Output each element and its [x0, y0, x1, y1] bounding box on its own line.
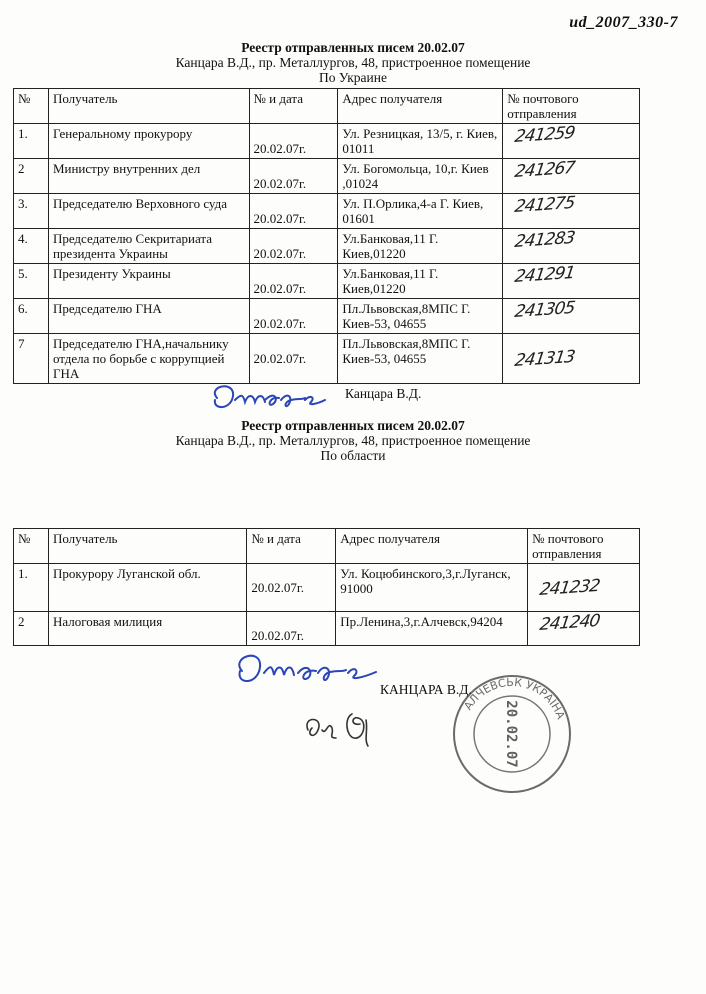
section1-sender: Канцара В.Д., пр. Металлургов, 48, пристроенное помещение — [175, 55, 531, 70]
section2-title: Реестр отправленных писем 20.02.07 — [241, 418, 465, 433]
row-address: Пл.Львовская,8МПС Г. Киев-53, 04655 — [338, 334, 503, 384]
table-row — [14, 124, 640, 159]
ink-initials — [300, 700, 400, 760]
row-recipient: Председателю Секритариата президента Украины — [48, 229, 249, 264]
row-date: 20.02.07г. — [249, 229, 338, 264]
col-header-address: Адрес получателя — [338, 89, 503, 124]
row-date: 20.02.07г. — [249, 299, 338, 334]
col-header-postal: № почтового отправления — [528, 529, 640, 564]
row-postal — [528, 612, 640, 646]
row-postal — [503, 194, 640, 229]
row-no: 1. — [14, 124, 49, 159]
section1-title: Реестр отправленных писем 20.02.07 — [241, 40, 465, 55]
row-no: 1. — [14, 564, 49, 612]
postal-number: 241305 — [513, 297, 576, 323]
col-header-no: № — [14, 529, 49, 564]
col-header-postal: № почтового отправления — [503, 89, 640, 124]
row-recipient: Прокурору Луганской обл. — [48, 564, 246, 612]
postal-number: 241283 — [513, 227, 576, 253]
postal-number: 241291 — [513, 262, 576, 288]
row-no: 6. — [14, 299, 49, 334]
postal-number: 241267 — [513, 157, 576, 183]
row-postal — [503, 159, 640, 194]
col-header-address: Адрес получателя — [336, 529, 528, 564]
row-no: 2 — [14, 159, 49, 194]
row-recipient: Налоговая милиция — [48, 612, 246, 646]
section1-signer: Канцара В.Д. — [345, 386, 422, 401]
row-date: 20.02.07г. — [247, 612, 336, 646]
row-recipient: Председателю ГНА,начальнику отдела по борьбе с коррупцией ГНА — [48, 334, 249, 384]
section2-sender: Канцара В.Д., пр. Металлургов, 48, пристроенное помещение — [175, 433, 531, 448]
row-recipient: Президенту Украины — [48, 264, 249, 299]
row-no: 3. — [14, 194, 49, 229]
row-date: 20.02.07г. — [249, 124, 338, 159]
table-row — [14, 612, 640, 646]
col-header-date: № и дата — [247, 529, 336, 564]
section1-table — [13, 88, 640, 384]
row-postal — [503, 229, 640, 264]
col-header-recipient: Получатель — [48, 529, 246, 564]
row-address: Ул. Коцюбинского,3,г.Луганск, 91000 — [336, 564, 528, 612]
row-address: Пр.Ленина,3,г.Алчевск,94204 — [336, 612, 528, 646]
col-header-recipient: Получатель — [48, 89, 249, 124]
table-row — [14, 194, 640, 229]
row-address: Ул. Богомольца, 10,г. Киев ,01024 — [338, 159, 503, 194]
table-header-row — [14, 529, 640, 564]
row-no: 4. — [14, 229, 49, 264]
table-row — [14, 334, 640, 384]
row-address: Ул.Банковая,11 Г. Киев,01220 — [338, 264, 503, 299]
row-postal — [503, 124, 640, 159]
table-header-row — [14, 89, 640, 124]
postal-number: 241275 — [513, 192, 576, 218]
row-postal — [528, 564, 640, 612]
stamp-ring-text: АЛЧЕВСЬК УКРАЇНА — [461, 675, 568, 721]
postal-number: 241232 — [538, 575, 601, 601]
postal-number: 241313 — [513, 346, 576, 372]
section1-scope: По Украине — [319, 70, 387, 85]
section2-scope: По области — [320, 448, 386, 463]
row-no: 5. — [14, 264, 49, 299]
col-header-no: № — [14, 89, 49, 124]
postal-number: 241240 — [538, 610, 601, 636]
row-no: 7 — [14, 334, 49, 384]
row-no: 2 — [14, 612, 49, 646]
row-postal — [503, 299, 640, 334]
table-row — [14, 159, 640, 194]
row-date: 20.02.07г. — [249, 334, 338, 384]
handwritten-signature-2 — [228, 645, 388, 695]
table-row — [14, 299, 640, 334]
handwritten-signature-1 — [205, 378, 335, 418]
stamp-date: 20.02.07 — [503, 700, 519, 768]
row-address: Ул.Банковая,11 Г. Киев,01220 — [338, 229, 503, 264]
row-recipient: Председателю ГНА — [48, 299, 249, 334]
section2-signer: КАНЦАРА В.Д. — [380, 682, 472, 697]
row-recipient: Председателю Верховного суда — [48, 194, 249, 229]
table-row — [14, 229, 640, 264]
row-address: Ул. Резницкая, 13/5, г. Киев, 01011 — [338, 124, 503, 159]
row-address: Ул. П.Орлика,4-а Г. Киев, 01601 — [338, 194, 503, 229]
row-recipient: Генеральному прокурору — [48, 124, 249, 159]
row-date: 20.02.07г. — [249, 159, 338, 194]
table-row — [14, 564, 640, 612]
table-row — [14, 264, 640, 299]
row-postal — [503, 264, 640, 299]
section2-table — [13, 528, 640, 646]
postal-number: 241259 — [513, 122, 576, 148]
row-date: 20.02.07г. — [249, 264, 338, 299]
row-recipient: Министру внутренних дел — [48, 159, 249, 194]
col-header-date: № и дата — [249, 89, 338, 124]
postal-stamp — [448, 670, 576, 798]
section1-header — [0, 40, 706, 85]
row-date: 20.02.07г. — [249, 194, 338, 229]
row-date: 20.02.07г. — [247, 564, 336, 612]
section2-header — [0, 418, 706, 463]
row-postal — [503, 334, 640, 384]
row-address: Пл.Львовская,8МПС Г. Киев-53, 04655 — [338, 299, 503, 334]
document-id: ud_2007_330-7 — [569, 14, 678, 31]
